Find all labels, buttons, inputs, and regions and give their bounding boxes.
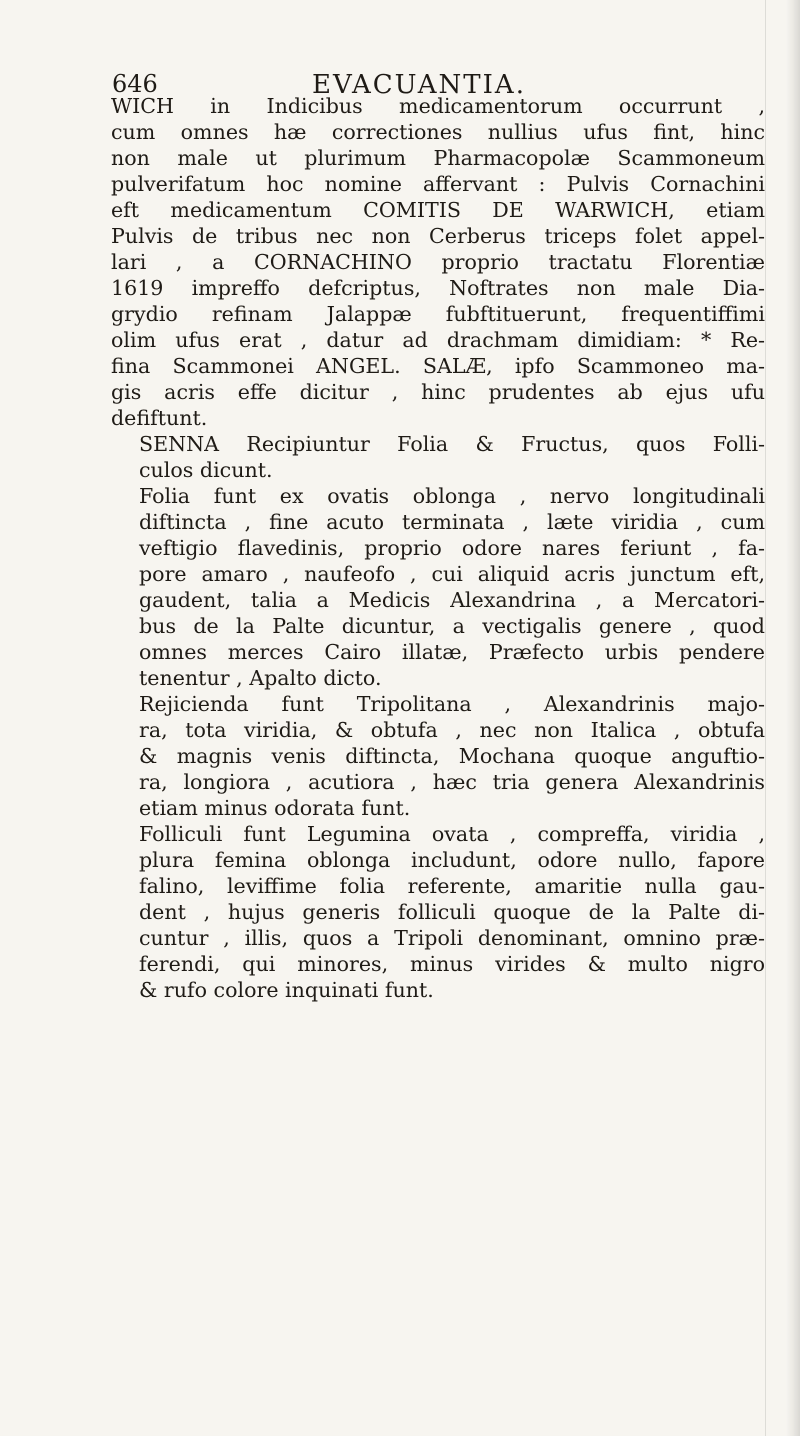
text-line: omnes merces Cairo illatæ, Præfecto urbis pendere: [139, 640, 765, 664]
text-line: 1619 impreffo defcriptus, Noftrates non male Dia-: [111, 276, 765, 300]
text-line: bus de la Palte dicuntur, a vectigalis genere , quod: [139, 614, 765, 638]
text-line: lari , a CORNACHINO proprio tractatu Florentiæ: [111, 250, 765, 274]
page-number: 646: [112, 70, 158, 98]
paragraph-senna: [111, 431, 765, 483]
text-line: falino, leviffime folia referente, amaritie nulla gau-: [139, 874, 765, 898]
page-edge-shadow: [786, 0, 800, 1436]
text-line: plura femina oblonga includunt, odore nullo, fapore: [139, 848, 765, 872]
text-line: SENNA Recipiuntur Folia & Fructus, quos Folli-: [139, 432, 765, 456]
paragraph-rejicienda: [111, 691, 765, 821]
page-fold-line: [765, 0, 766, 1436]
text-line: ra, tota viridia, & obtufa , nec non Italica , obtufa: [139, 718, 765, 742]
text-line: olim ufus erat , datur ad drachmam dimidiam: * Re-: [111, 328, 765, 352]
text-line: pore amaro , naufeofo , cui aliquid acris junctum eft,: [139, 562, 765, 586]
text-line: cum omnes hæ correctiones nullius ufus fint, hinc: [111, 120, 765, 144]
text-line: pulverifatum hoc nomine affervant : Pulvis Cornachini: [111, 172, 765, 196]
paragraph-folia: [111, 483, 765, 691]
text-line: ferendi, qui minores, minus virides & multo nigro: [139, 952, 765, 976]
paragraph-warwich: [111, 93, 765, 431]
text-line: tenentur , Apalto dicto.: [139, 666, 382, 690]
text-line: eft medicamentum COMITIS DE WARWICH, etiam: [111, 198, 765, 222]
text-line: fina Scammonei ANGEL. SALÆ, ipfo Scammoneo ma-: [111, 354, 765, 378]
text-line: & magnis venis diftincta, Mochana quoque anguftio-: [139, 744, 765, 768]
text-line: defiftunt.: [111, 406, 208, 430]
text-line: etiam minus odorata funt.: [139, 796, 411, 820]
text-line: Folia funt ex ovatis oblonga , nervo longitudinali: [139, 484, 765, 508]
body-text: [111, 93, 765, 1003]
paragraph-folliculi: [111, 821, 765, 1003]
text-line: grydio refinam Jalappæ fubftituerunt, frequentiffimi: [111, 302, 765, 326]
text-line: dent , hujus generis folliculi quoque de la Palte di-: [139, 900, 765, 924]
text-line: WICH in Indicibus medicamentorum occurrunt ,: [111, 94, 765, 118]
text-line: Folliculi funt Legumina ovata , compreffa, viridia ,: [139, 822, 765, 846]
text-line: diftincta , fine acuto terminata , læte viridia , cum: [139, 510, 765, 534]
text-line: gaudent, talia a Medicis Alexandrina , a Mercatori-: [139, 588, 765, 612]
text-line: veftigio flavedinis, proprio odore nares feriunt , fa-: [139, 536, 765, 560]
running-head: EVACUANTIA.: [312, 70, 526, 100]
text-line: culos dicunt.: [139, 458, 273, 482]
text-line: non male ut plurimum Pharmacopolæ Scammoneum: [111, 146, 765, 170]
text-line: cuntur , illis, quos a Tripoli denominant, omnino præ-: [139, 926, 765, 950]
text-line: Pulvis de tribus nec non Cerberus triceps folet appel-: [111, 224, 765, 248]
text-line: & rufo colore inquinati funt.: [139, 978, 434, 1002]
text-line: Rejicienda funt Tripolitana , Alexandrinis majo-: [139, 692, 765, 716]
text-line: gis acris effe dicitur , hinc prudentes ab ejus ufu: [111, 380, 765, 404]
text-line: ra, longiora , acutiora , hæc tria genera Alexandrinis: [139, 770, 765, 794]
